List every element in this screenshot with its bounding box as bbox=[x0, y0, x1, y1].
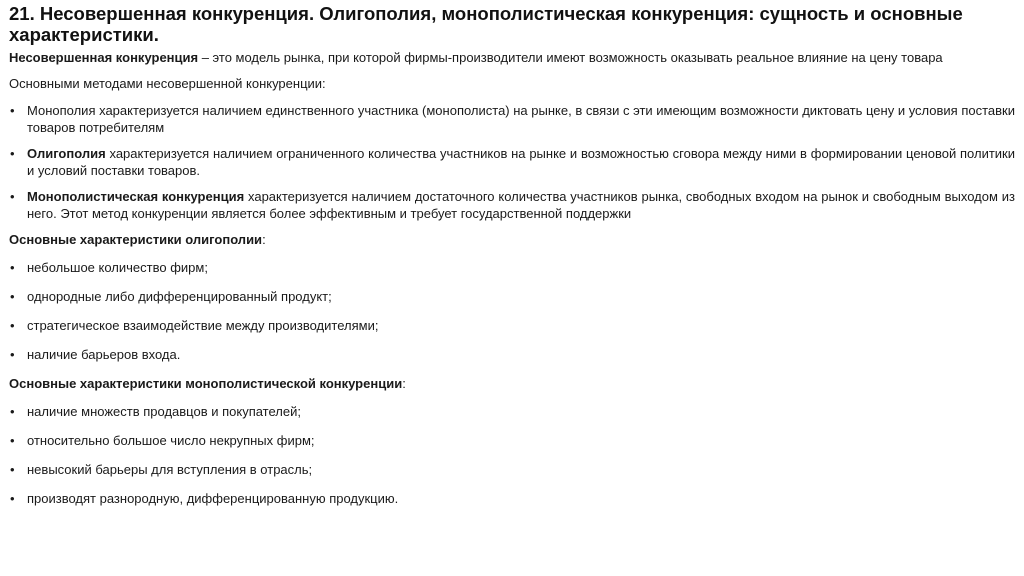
oligopoly-heading bbox=[9, 231, 1015, 248]
list-item: • небольшое количество фирм; bbox=[9, 259, 1015, 276]
list-item: • наличие барьеров входа. bbox=[9, 346, 1015, 363]
list-item: • однородные либо дифференцированный продукт; bbox=[9, 288, 1015, 305]
list-item bbox=[9, 145, 1015, 179]
method-term: Монополистическая конкуренция bbox=[27, 189, 245, 204]
method-text: характеризуется наличием ограниченного количества участников на рынке и возможностью сговора между ними в формировании ценовой политики и условий поставки товаров. bbox=[27, 146, 1015, 178]
method-text: Монополия характеризуется наличием единственного участника (монополиста) на рынке, в связи с эти имеющим возможности диктовать цену и условия поставки товаров потребителям bbox=[27, 103, 1015, 135]
monopolistic-heading bbox=[9, 375, 1015, 392]
monopolistic-heading-colon: : bbox=[402, 376, 406, 391]
list-item bbox=[9, 188, 1015, 222]
methods-list bbox=[9, 102, 1015, 222]
methods-intro: Основными методами несовершенной конкуренции: bbox=[9, 76, 326, 91]
definition-term: Несовершенная конкуренция bbox=[9, 50, 199, 65]
oligopoly-heading-colon: : bbox=[262, 232, 266, 247]
list-item: • производят разнородную, дифференцированную продукцию. bbox=[9, 490, 1015, 507]
oligopoly-list bbox=[9, 259, 1015, 363]
list-item: • стратегическое взаимодействие между производителями; bbox=[9, 317, 1015, 334]
list-item: • невысокий барьеры для вступления в отрасль; bbox=[9, 461, 1015, 478]
list-item bbox=[9, 102, 1015, 136]
monopolistic-heading-text: Основные характеристики монополистической конкуренции bbox=[9, 376, 403, 391]
definition-text: – это модель рынка, при которой фирмы-производители имеют возможность оказывать реальное влияние на цену товара bbox=[198, 50, 943, 65]
list-item: • наличие множеств продавцов и покупателей; bbox=[9, 403, 1015, 420]
method-text: характеризуется наличием достаточного количества участников рынка, свободных входом на рынок и свободным выходом из него. Этот метод конкуренции является более эффективным и требует государственной поддержки bbox=[27, 189, 1015, 221]
monopolistic-list bbox=[9, 403, 1015, 507]
oligopoly-heading-text: Основные характеристики олигополии bbox=[9, 232, 263, 247]
list-item: • относительно большое число некрупных фирм; bbox=[9, 432, 1015, 449]
definition-paragraph bbox=[9, 49, 1015, 66]
method-term: Олигополия bbox=[27, 146, 106, 161]
slide-title: 21. Несовершенная конкуренция. Олигополия, монополистическая конкуренция: сущность и основные характеристики. bbox=[9, 3, 963, 45]
